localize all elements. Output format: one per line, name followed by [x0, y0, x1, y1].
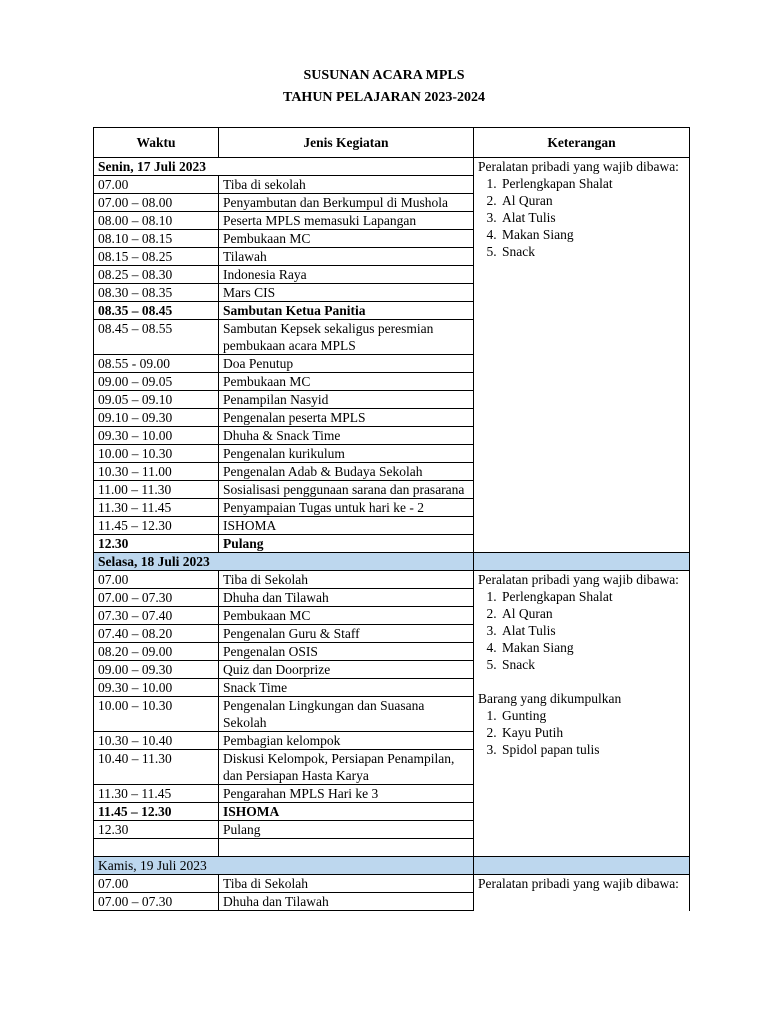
list-item: 3. Alat Tulis	[500, 209, 685, 226]
notes-cell	[474, 875, 690, 911]
day-label: Selasa, 18 Juli 2023	[94, 553, 474, 571]
time-cell: 09.05 – 09.10	[94, 391, 219, 409]
list-item: 3. Spidol papan tulis	[500, 741, 685, 758]
time-cell: 08.00 – 08.10	[94, 212, 219, 230]
time-cell: 08.45 – 08.55	[94, 320, 219, 355]
notes-intro: Peralatan pribadi yang wajib dibawa:	[478, 159, 679, 174]
activity-cell: Sambutan Kepsek sekaligus peresmian pembukaan acara MPLS	[219, 320, 474, 355]
time-cell: 07.00 – 08.00	[94, 194, 219, 212]
time-cell: 11.45 – 12.30	[94, 517, 219, 535]
header-jenis-kegiatan: Jenis Kegiatan	[219, 128, 474, 158]
day-row	[94, 553, 690, 571]
activity-cell: Doa Penutup	[219, 355, 474, 373]
day-label: Kamis, 19 Juli 2023	[94, 857, 474, 875]
header-waktu: Waktu	[94, 128, 219, 158]
activity-cell: Pulang	[219, 535, 474, 553]
activity-cell: Dhuha dan Tilawah	[219, 589, 474, 607]
notes-cell	[474, 158, 690, 553]
required-items-list	[478, 175, 685, 260]
activity-cell: Diskusi Kelompok, Persiapan Penampilan, dan Persiapan Hasta Karya	[219, 750, 474, 785]
time-cell: 08.25 – 08.30	[94, 266, 219, 284]
document-title: SUSUNAN ACARA MPLS	[303, 68, 465, 83]
activity-cell	[219, 839, 474, 857]
activity-cell: Pembukaan MC	[219, 607, 474, 625]
activity-cell: Tiba di sekolah	[219, 176, 474, 194]
activity-cell: Pembagian kelompok	[219, 732, 474, 750]
list-item: 5. Snack	[500, 243, 685, 260]
spacer	[478, 673, 685, 690]
activity-cell: Pengenalan Lingkungan dan Suasana Sekolah	[219, 697, 474, 732]
time-cell: 08.35 – 08.45	[94, 302, 219, 320]
list-item: 2. Al Quran	[500, 605, 685, 622]
list-item: 1. Perlengkapan Shalat	[500, 588, 685, 605]
time-cell: 07.00	[94, 875, 219, 893]
time-cell: 07.00 – 07.30	[94, 893, 219, 911]
table-header-row	[94, 128, 690, 158]
schedule-table	[93, 127, 690, 911]
activity-cell: Indonesia Raya	[219, 266, 474, 284]
day-note-empty	[474, 553, 690, 571]
activity-cell: Pulang	[219, 821, 474, 839]
collect-items-list	[478, 707, 685, 758]
activity-cell: Tiba di Sekolah	[219, 875, 474, 893]
activity-cell: Pengenalan peserta MPLS	[219, 409, 474, 427]
notes-cell	[474, 571, 690, 857]
time-cell: 09.00 – 09.05	[94, 373, 219, 391]
activity-cell: Mars CIS	[219, 284, 474, 302]
activity-cell: Penyambutan dan Berkumpul di Mushola	[219, 194, 474, 212]
time-cell: 09.10 – 09.30	[94, 409, 219, 427]
list-item: 3. Alat Tulis	[500, 622, 685, 639]
time-cell: 11.00 – 11.30	[94, 481, 219, 499]
time-cell	[94, 839, 219, 857]
time-cell: 07.00	[94, 571, 219, 589]
activity-cell: Tilawah	[219, 248, 474, 266]
day-note-empty	[474, 857, 690, 875]
day-row	[94, 857, 690, 875]
time-cell: 08.10 – 08.15	[94, 230, 219, 248]
time-cell: 10.00 – 10.30	[94, 445, 219, 463]
time-cell: 08.30 – 08.35	[94, 284, 219, 302]
time-cell: 08.20 – 09.00	[94, 643, 219, 661]
activity-cell: Pembukaan MC	[219, 230, 474, 248]
time-cell: 09.00 – 09.30	[94, 661, 219, 679]
list-item: 2. Al Quran	[500, 192, 685, 209]
activity-cell: Pengenalan Guru & Staff	[219, 625, 474, 643]
activity-cell: ISHOMA	[219, 517, 474, 535]
activity-cell: Dhuha dan Tilawah	[219, 893, 474, 911]
time-cell: 08.15 – 08.25	[94, 248, 219, 266]
time-cell: 07.30 – 07.40	[94, 607, 219, 625]
time-cell: 07.40 – 08.20	[94, 625, 219, 643]
time-cell: 11.30 – 11.45	[94, 785, 219, 803]
activity-cell: Quiz dan Doorprize	[219, 661, 474, 679]
activity-cell: Pengenalan kurikulum	[219, 445, 474, 463]
time-cell: 10.30 – 10.40	[94, 732, 219, 750]
activity-cell: Sosialisasi penggunaan sarana dan prasarana	[219, 481, 474, 499]
time-cell: 10.00 – 10.30	[94, 697, 219, 732]
activity-cell: Pengarahan MPLS Hari ke 3	[219, 785, 474, 803]
list-item: 2. Kayu Putih	[500, 724, 685, 741]
table-row	[94, 875, 690, 893]
time-cell: 09.30 – 10.00	[94, 679, 219, 697]
day-label: Senin, 17 Juli 2023	[94, 158, 474, 176]
header-keterangan: Keterangan	[474, 128, 690, 158]
list-item: 4. Makan Siang	[500, 226, 685, 243]
activity-cell: Penyampaian Tugas untuk hari ke - 2	[219, 499, 474, 517]
activity-cell: Penampilan Nasyid	[219, 391, 474, 409]
list-item: 4. Makan Siang	[500, 639, 685, 656]
time-cell: 10.30 – 11.00	[94, 463, 219, 481]
time-cell: 10.40 – 11.30	[94, 750, 219, 785]
time-cell: 09.30 – 10.00	[94, 427, 219, 445]
time-cell: 12.30	[94, 535, 219, 553]
time-cell: 11.45 – 12.30	[94, 803, 219, 821]
activity-cell: Pengenalan Adab & Budaya Sekolah	[219, 463, 474, 481]
required-items-list	[478, 588, 685, 673]
document-subtitle: TAHUN PELAJARAN 2023-2024	[283, 90, 485, 105]
activity-cell: Dhuha & Snack Time	[219, 427, 474, 445]
activity-cell: Peserta MPLS memasuki Lapangan	[219, 212, 474, 230]
time-cell: 07.00 – 07.30	[94, 589, 219, 607]
activity-cell: Tiba di Sekolah	[219, 571, 474, 589]
collect-intro: Barang yang dikumpulkan	[478, 691, 622, 706]
list-item: 1. Perlengkapan Shalat	[500, 175, 685, 192]
list-item: 1. Gunting	[500, 707, 685, 724]
time-cell: 07.00	[94, 176, 219, 194]
list-item: 5. Snack	[500, 656, 685, 673]
time-cell: 08.55 - 09.00	[94, 355, 219, 373]
activity-cell: Pengenalan OSIS	[219, 643, 474, 661]
time-cell: 12.30	[94, 821, 219, 839]
notes-intro: Peralatan pribadi yang wajib dibawa:	[478, 572, 679, 587]
activity-cell: Snack Time	[219, 679, 474, 697]
activity-cell: Sambutan Ketua Panitia	[219, 302, 474, 320]
notes-intro: Peralatan pribadi yang wajib dibawa:	[478, 876, 679, 891]
day-row	[94, 158, 690, 176]
time-cell: 11.30 – 11.45	[94, 499, 219, 517]
activity-cell: ISHOMA	[219, 803, 474, 821]
table-row	[94, 571, 690, 589]
activity-cell: Pembukaan MC	[219, 373, 474, 391]
